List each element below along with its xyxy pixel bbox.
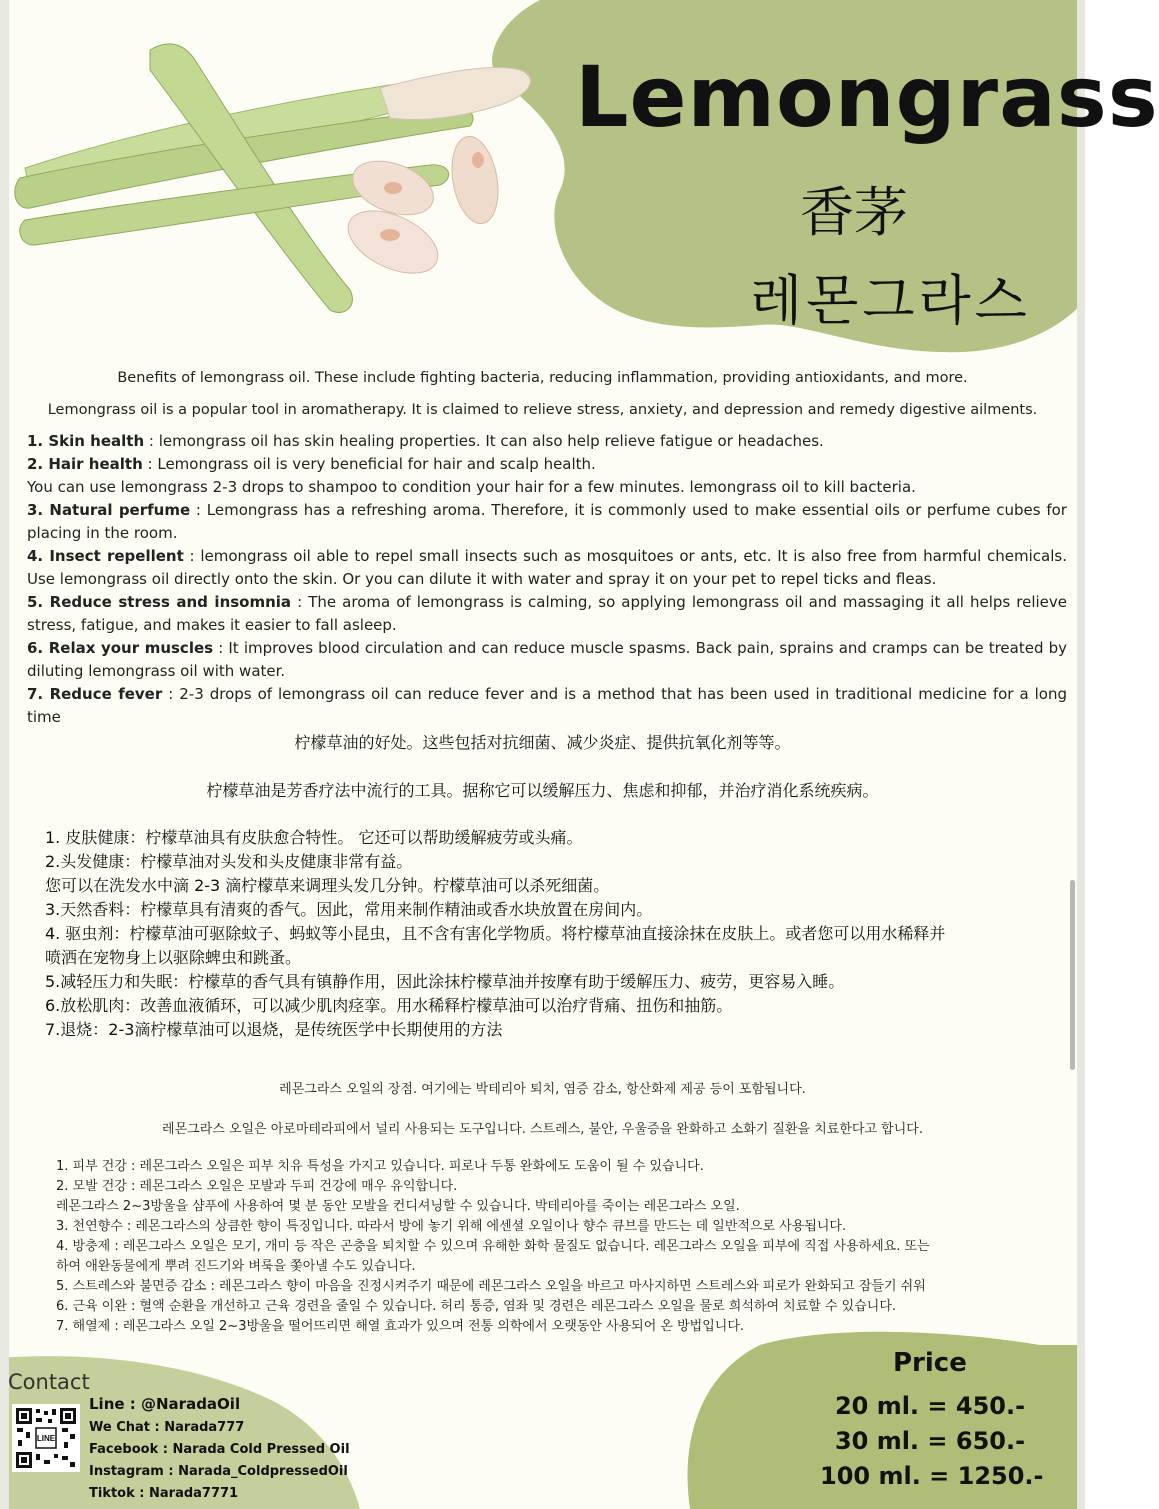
english-item xyxy=(27,683,1067,729)
line-qr-code-icon[interactable] xyxy=(12,1404,80,1472)
korean-item: 5. 스트레스와 불면증 감소 : 레몬그라스 향이 마음을 진정시켜주기 때문에 레몬그라스 오일을 바르고 마사지하면 스트레스와 피로가 완화되고 잠들기 쉬워 xyxy=(56,1279,926,1294)
chinese-item: 1. 皮肤健康：柠檬草油具有皮肤愈合特性。 它还可以帮助缓解疲劳或头痛。 xyxy=(45,828,583,847)
korean-intro-2: 레몬그라스 오일은 아로마테라피에서 널리 사용되는 도구입니다. 스트레스, 불안, 우울증을 완화하고 소화기 질환을 치료한다고 합니다. xyxy=(162,1122,923,1137)
korean-item: 하여 애완동물에게 뿌려 진드기와 벼룩을 쫓아낼 수도 있습니다. xyxy=(56,1259,416,1274)
scrollbar[interactable] xyxy=(1070,880,1075,1070)
chinese-intro-2: 柠檬草油是芳香疗法中流行的工具。据称它可以缓解压力、焦虑和抑郁，并治疗消化系统疾病。 xyxy=(206,781,879,800)
chinese-item: 6.放松肌肉：改善血液循环，可以减少肌肉痉挛。用水稀释柠檬草油可以治疗背痛、扭伤和抽筋。 xyxy=(45,996,733,1015)
korean-item: 6. 근육 이완 : 혈액 순환을 개선하고 근육 경련을 줄일 수 있습니다. 허리 통증, 염좌 및 경련은 레몬그라스 오일을 물로 희석하여 치료할 수 있습니다. xyxy=(56,1299,897,1314)
price-row-100ml: 100 ml. = 1250.- xyxy=(820,1462,1044,1490)
english-item xyxy=(27,545,1067,591)
korean-item: 1. 피부 건강 : 레몬그라스 오일은 피부 치유 특성을 가지고 있습니다. 피로나 두통 완화에도 도움이 될 수 있습니다. xyxy=(56,1159,704,1174)
left-edge xyxy=(0,0,9,1509)
english-item xyxy=(27,476,1067,499)
english-item-heading: 3. Natural perfume xyxy=(27,501,191,519)
english-item xyxy=(27,591,1067,637)
price-title: Price xyxy=(893,1348,967,1378)
korean-item: 레몬그라스 2~3방울을 샴푸에 사용하여 몇 분 동안 모발을 컨디셔닝할 수 있습니다. 박테리아를 죽이는 레몬그라스 오일. xyxy=(56,1199,740,1214)
english-item-heading: 5. Reduce stress and insomnia xyxy=(27,593,292,611)
english-item-text: : Lemongrass oil is very beneficial for hair and scalp health. xyxy=(142,455,596,473)
english-item xyxy=(27,499,1067,545)
english-item-text: : lemongrass oil has skin healing properties. It can also help relieve fatigue or headaches. xyxy=(144,432,824,450)
english-item xyxy=(27,637,1067,683)
korean-item: 7. 해열제 : 레몬그라스 오일 2~3방울을 떨어뜨리면 해열 효과가 있으며 전통 의학에서 오랫동안 사용되어 온 방법입니다. xyxy=(56,1319,745,1334)
chinese-item: 喷洒在宠物身上以驱除蜱虫和跳蚤。 xyxy=(45,948,302,967)
chinese-intro-1: 柠檬草油的好处。这些包括对抗细菌、减少炎症、提供抗氧化剂等等。 xyxy=(294,733,791,752)
english-item-text: : lemongrass oil able to repel small insects such as mosquitoes or ants, etc. It is also free from harmful chemicals. Use lemongrass oil directly onto the skin. Or you can dilute it with water and spray it on your pet to repel ticks and fleas. xyxy=(27,547,1067,588)
english-item-text: : It improves blood circulation and can reduce muscle spasms. Back pain, sprains and cramps can be treated by diluting lemongrass oil with water. xyxy=(27,639,1067,680)
chinese-item: 4. 驱虫剂：柠檬草油可驱除蚊子、蚂蚁等小昆虫，且不含有害化学物质。将柠檬草油直接涂抹在皮肤上。或者您可以用水稀释并 xyxy=(45,924,946,943)
korean-item: 2. 모발 건강 : 레몬그라스 오일은 모발과 두피 건강에 매우 유익합니다. xyxy=(56,1179,458,1194)
right-edge xyxy=(1077,0,1085,1509)
contact-instagram[interactable]: Instagram : Narada_ColdpressedOil xyxy=(89,1464,348,1479)
english-item xyxy=(27,430,1067,453)
chinese-item: 您可以在洗发水中滴 2-3 滴柠檬草来调理头发几分钟。柠檬草油可以杀死细菌。 xyxy=(45,876,610,895)
english-item-heading: 6. Relax your muscles xyxy=(27,639,214,657)
contact-wechat[interactable]: We Chat : Narada777 xyxy=(89,1420,245,1435)
chinese-item: 7.退烧：2-3滴柠檬草油可以退烧，是传统医学中长期使用的方法 xyxy=(45,1020,503,1039)
english-item-text: : The aroma of lemongrass is calming, so applying lemongrass oil and massaging it all helps relieve stress, fatigue, and makes it easier to fall asleep. xyxy=(27,593,1068,634)
english-intro-1: Benefits of lemongrass oil. These include fighting bacteria, reducing inflammation, providing antioxidants, and more. xyxy=(117,370,968,386)
title-chinese: 香茅 xyxy=(800,181,908,244)
price-row-30ml: 30 ml. = 650.- xyxy=(834,1427,1026,1455)
english-benefits-list xyxy=(27,430,1067,729)
english-item-text: : 2-3 drops of lemongrass oil can reduce fever and is a method that has been used in traditional medicine for a long time xyxy=(27,685,1067,726)
english-item-heading: 4. Insect repellent xyxy=(27,547,184,565)
english-item-heading: 2. Hair health xyxy=(27,455,143,473)
korean-benefits-list xyxy=(56,1157,1076,1337)
english-item-heading: 7. Reduce fever xyxy=(27,685,163,703)
korean-intro-1: 레몬그라스 오일의 장점. 여기에는 박테리아 퇴치, 염증 감소, 항산화제 제공 등이 포함됩니다. xyxy=(279,1082,806,1097)
qr-label: LINE xyxy=(36,1434,56,1443)
korean-item: 4. 방충제 : 레몬그라스 오일은 모기, 개미 등 작은 곤충을 퇴치할 수 있으며 유해한 화학 물질도 없습니다. 레몬그라스 오일을 피부에 직접 사용하세요. 또는 xyxy=(56,1239,930,1254)
english-item xyxy=(27,453,1067,476)
title-korean: 레몬그라스 xyxy=(750,269,1031,332)
contact-title: Contact xyxy=(8,1370,90,1394)
korean-item: 3. 천연향수 : 레몬그라스의 상큼한 향이 특징입니다. 따라서 방에 놓기 위해 에센셜 오일이나 향수 큐브를 만드는 데 일반적으로 사용됩니다. xyxy=(56,1219,847,1234)
chinese-benefits-list xyxy=(45,826,1070,1042)
english-item-heading: 1. Skin health xyxy=(27,432,145,450)
lemongrass-illustration xyxy=(15,44,531,313)
chinese-item: 2.头发健康：柠檬草油对头发和头皮健康非常有益。 xyxy=(45,852,413,871)
english-intro-2: Lemongrass oil is a popular tool in aromatherapy. It is claimed to relieve stress, anxiety, and depression and remedy digestive ailments. xyxy=(47,402,1038,418)
title-english: Lemongrass xyxy=(575,48,1159,146)
contact-tiktok[interactable]: Tiktok : Narada7771 xyxy=(89,1486,239,1501)
chinese-item: 3.天然香料：柠檬草具有清爽的香气。因此，常用来制作精油或香水块放置在房间内。 xyxy=(45,900,653,919)
english-item-text: : Lemongrass has a refreshing aroma. Therefore, it is commonly used to make essential oils or perfume cubes for placing in the room. xyxy=(27,501,1067,542)
contact-facebook[interactable]: Facebook : Narada Cold Pressed Oil xyxy=(89,1442,350,1457)
contact-line-id[interactable]: Line : @NaradaOil xyxy=(89,1395,241,1413)
chinese-item: 5.减轻压力和失眠：柠檬草的香气具有镇静作用，因此涂抹柠檬草油并按摩有助于缓解压力、疲劳，更容易入睡。 xyxy=(45,972,845,991)
price-row-20ml: 20 ml. = 450.- xyxy=(834,1392,1026,1420)
english-item-text: You can use lemongrass 2-3 drops to shampoo to condition your hair for a few minutes. lemongrass oil to kill bacteria. xyxy=(27,478,916,496)
